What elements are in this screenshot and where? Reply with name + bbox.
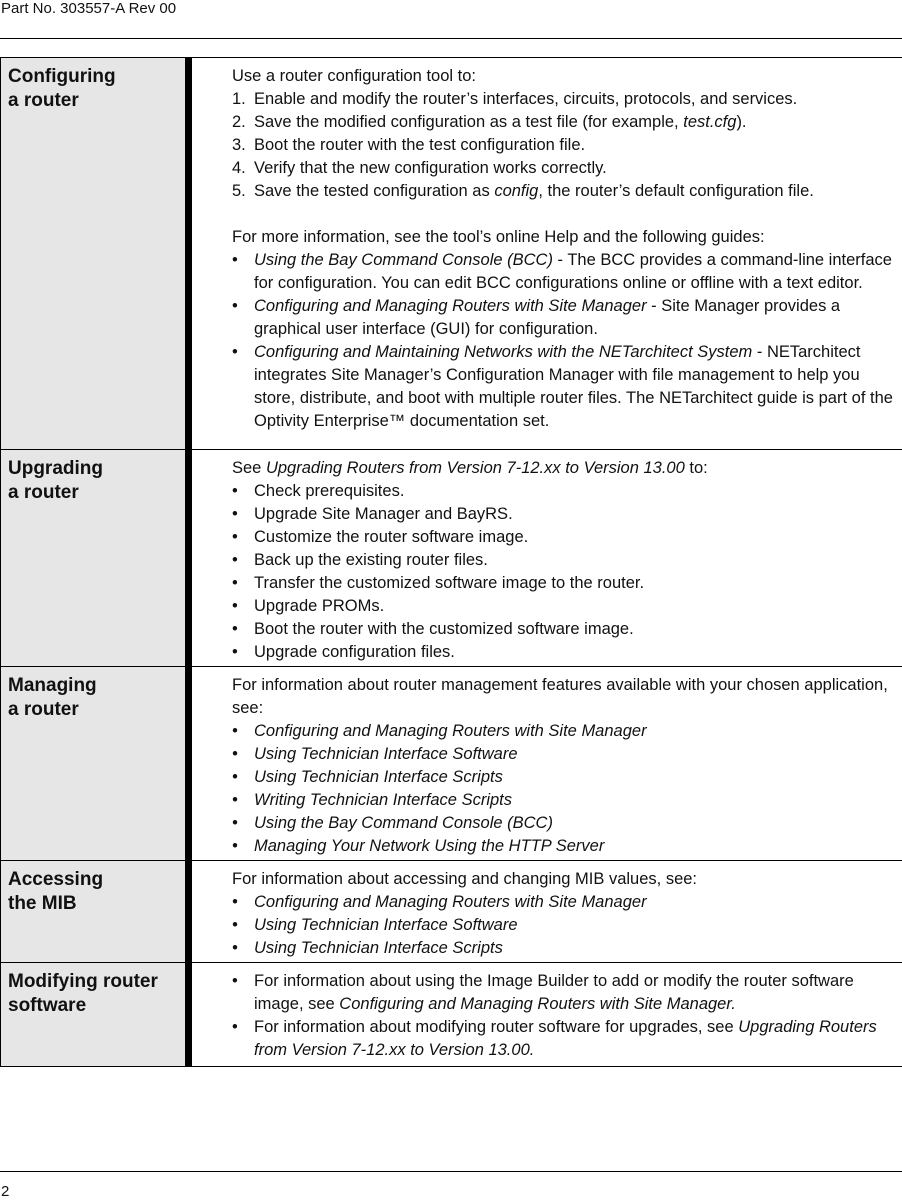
guide-desc: - Site Manager provides a graphical user interface (GUI) for configuration. [254, 297, 841, 338]
table-row-upgrading [0, 450, 902, 667]
page-number: 2 [1, 1183, 10, 1200]
list-item [232, 549, 898, 572]
step-number: 3. [232, 136, 246, 154]
list-item [232, 812, 898, 835]
intro-text: For information about router management features available with your chosen application, see: [232, 676, 888, 717]
list-item [232, 914, 898, 937]
bullet-icon: • [232, 722, 238, 740]
item-text: Back up the existing router files. [254, 551, 488, 569]
list-item [232, 295, 898, 341]
header-rule [0, 38, 902, 39]
row-label-line: a router [8, 699, 79, 720]
bullet-icon: • [232, 620, 238, 638]
guide-title: Managing Your Network Using the HTTP Server [254, 837, 605, 855]
more-info-text: For more information, see the tool’s online Help and the following guides: [232, 228, 765, 246]
guide-desc: - The BCC provides a command-line interface for configuration. You can edit BCC configurations online or offline with a text editor. [254, 251, 892, 292]
step-number: 2. [232, 113, 246, 131]
guide-title: Writing Technician Interface Scripts [254, 791, 512, 809]
item-text: Boot the router with the customized software image. [254, 620, 634, 638]
bullet-icon: • [232, 893, 238, 911]
item-text: Check prerequisites. [254, 482, 405, 500]
row-divider-bar [185, 58, 192, 449]
router-tasks-table [0, 57, 902, 1067]
row-label-line: a router [8, 482, 79, 503]
list-item [232, 480, 898, 503]
bullet-icon: • [232, 343, 238, 361]
step-text: ). [736, 113, 747, 131]
row-label-upgrading [0, 450, 185, 666]
intro-text: See Upgrading Routers from Version 7-12.xx to Version 13.00 to: [232, 459, 708, 477]
row-label-line: Modifying router [8, 971, 158, 992]
list-item [232, 743, 898, 766]
bullet-icon: • [232, 551, 238, 569]
list-item [232, 111, 898, 134]
bullet-icon: • [232, 528, 238, 546]
row-label-line: software [8, 995, 87, 1016]
guide-title: Using Technician Interface Scripts [254, 768, 503, 786]
bullet-icon: • [232, 972, 238, 990]
guide-title: Configuring and Managing Routers with Site Manager [254, 297, 647, 315]
row-label-configuring [0, 58, 185, 449]
item-text: Transfer the customized software image to the router. [254, 574, 645, 592]
intro-text: Use a router configuration tool to: [232, 67, 476, 85]
bullet-icon: • [232, 251, 238, 269]
table-row-configuring [0, 58, 902, 450]
step-text: , the router’s default configuration file. [538, 182, 814, 200]
list-item [232, 720, 898, 743]
bullet-icon: • [232, 1018, 238, 1036]
bullet-icon: • [232, 505, 238, 523]
item-text: Customize the router software image. [254, 528, 529, 546]
bullet-icon: • [232, 643, 238, 661]
list-item [232, 595, 898, 618]
bullet-icon: • [232, 574, 238, 592]
step-text: Verify that the new configuration works correctly. [254, 159, 607, 177]
guide-title: Configuring and Managing Routers with Site Manager. [339, 995, 736, 1013]
row-divider-bar [185, 861, 192, 962]
table-row-managing [0, 667, 902, 861]
intro-text: For information about accessing and changing MIB values, see: [232, 870, 698, 888]
step-italic: config [494, 182, 539, 200]
guide-title: Using Technician Interface Software [254, 916, 518, 934]
item-text: Upgrade PROMs. [254, 597, 385, 615]
row-label-line: a router [8, 90, 79, 111]
row-divider-bar [185, 667, 192, 860]
row-content-modifying [192, 963, 902, 1066]
list-item [232, 766, 898, 789]
list-item [232, 526, 898, 549]
part-number-header: Part No. 303557-A Rev 00 [1, 0, 177, 17]
item-text: Upgrade Site Manager and BayRS. [254, 505, 513, 523]
row-divider-bar [185, 963, 192, 1066]
bullet-icon: • [232, 916, 238, 934]
list-item [232, 180, 898, 203]
bullet-icon: • [232, 597, 238, 615]
guide-title: Upgrading Routers from Version 7-12.xx to Version 13.00. [254, 1018, 877, 1059]
step-text: Enable and modify the router’s interfaces, circuits, protocols, and services. [254, 90, 798, 108]
step-text: Boot the router with the test configuration file. [254, 136, 586, 154]
bullet-icon: • [232, 791, 238, 809]
list-item [232, 835, 898, 858]
row-content-configuring [192, 58, 902, 449]
bullet-icon: • [232, 939, 238, 957]
list-item [232, 572, 898, 595]
guide-title: Configuring and Managing Routers with Site Manager [254, 722, 647, 740]
row-content-mib [192, 861, 902, 962]
step-italic: test.cfg [683, 113, 737, 131]
row-label-line: Managing [8, 675, 97, 696]
bullet-icon: • [232, 768, 238, 786]
step-number: 5. [232, 182, 246, 200]
row-label-mib [0, 861, 185, 962]
guide-title: Using Technician Interface Scripts [254, 939, 503, 957]
row-label-modifying [0, 963, 185, 1066]
guide-desc: - NETarchitect integrates Site Manager’s Configuration Manager with file management to help you store, distribute, and boot with multiple router files. The NETarchitect guide is part of the Optivity Enterprise™ documentation set. [254, 343, 893, 430]
guide-title: Configuring and Maintaining Networks with the NETarchitect System [254, 343, 753, 361]
row-label-line: Accessing [8, 869, 104, 890]
list-item [232, 937, 898, 960]
table-row-mib [0, 861, 902, 963]
list-item [232, 249, 898, 295]
step-number: 1. [232, 90, 246, 108]
list-item [232, 641, 898, 664]
row-label-managing [0, 667, 185, 860]
row-label-line: the MIB [8, 893, 77, 914]
bullet-icon: • [232, 297, 238, 315]
bullet-icon: • [232, 482, 238, 500]
list-item [232, 503, 898, 526]
item-text: Upgrade configuration files. [254, 643, 455, 661]
step-text: Save the modified configuration as a test file (for example, [254, 113, 684, 131]
footer-rule [0, 1171, 902, 1172]
list-item [232, 618, 898, 641]
row-divider-bar [185, 450, 192, 666]
row-content-upgrading [192, 450, 902, 666]
list-item [232, 891, 898, 914]
list-item [232, 134, 898, 157]
bullet-icon: • [232, 814, 238, 832]
step-text: Save the tested configuration as [254, 182, 495, 200]
list-item [232, 970, 898, 1016]
row-label-line: Configuring [8, 66, 116, 87]
step-number: 4. [232, 159, 246, 177]
item-text: For information about modifying router software for upgrades, see [254, 1018, 739, 1036]
table-row-modifying [0, 963, 902, 1067]
list-item [232, 157, 898, 180]
list-item [232, 789, 898, 812]
bullet-icon: • [232, 745, 238, 763]
list-item [232, 1016, 898, 1062]
guide-title: Configuring and Managing Routers with Site Manager [254, 893, 647, 911]
row-label-line: Upgrading [8, 458, 103, 479]
list-item [232, 88, 898, 111]
guide-title: Using the Bay Command Console (BCC) [254, 251, 553, 269]
guide-title: Using Technician Interface Software [254, 745, 518, 763]
item-text: For information about using the Image Builder to add or modify the router software image, see [254, 972, 854, 1013]
bullet-icon: • [232, 837, 238, 855]
list-item [232, 341, 898, 433]
guide-title: Using the Bay Command Console (BCC) [254, 814, 553, 832]
row-content-managing [192, 667, 902, 860]
